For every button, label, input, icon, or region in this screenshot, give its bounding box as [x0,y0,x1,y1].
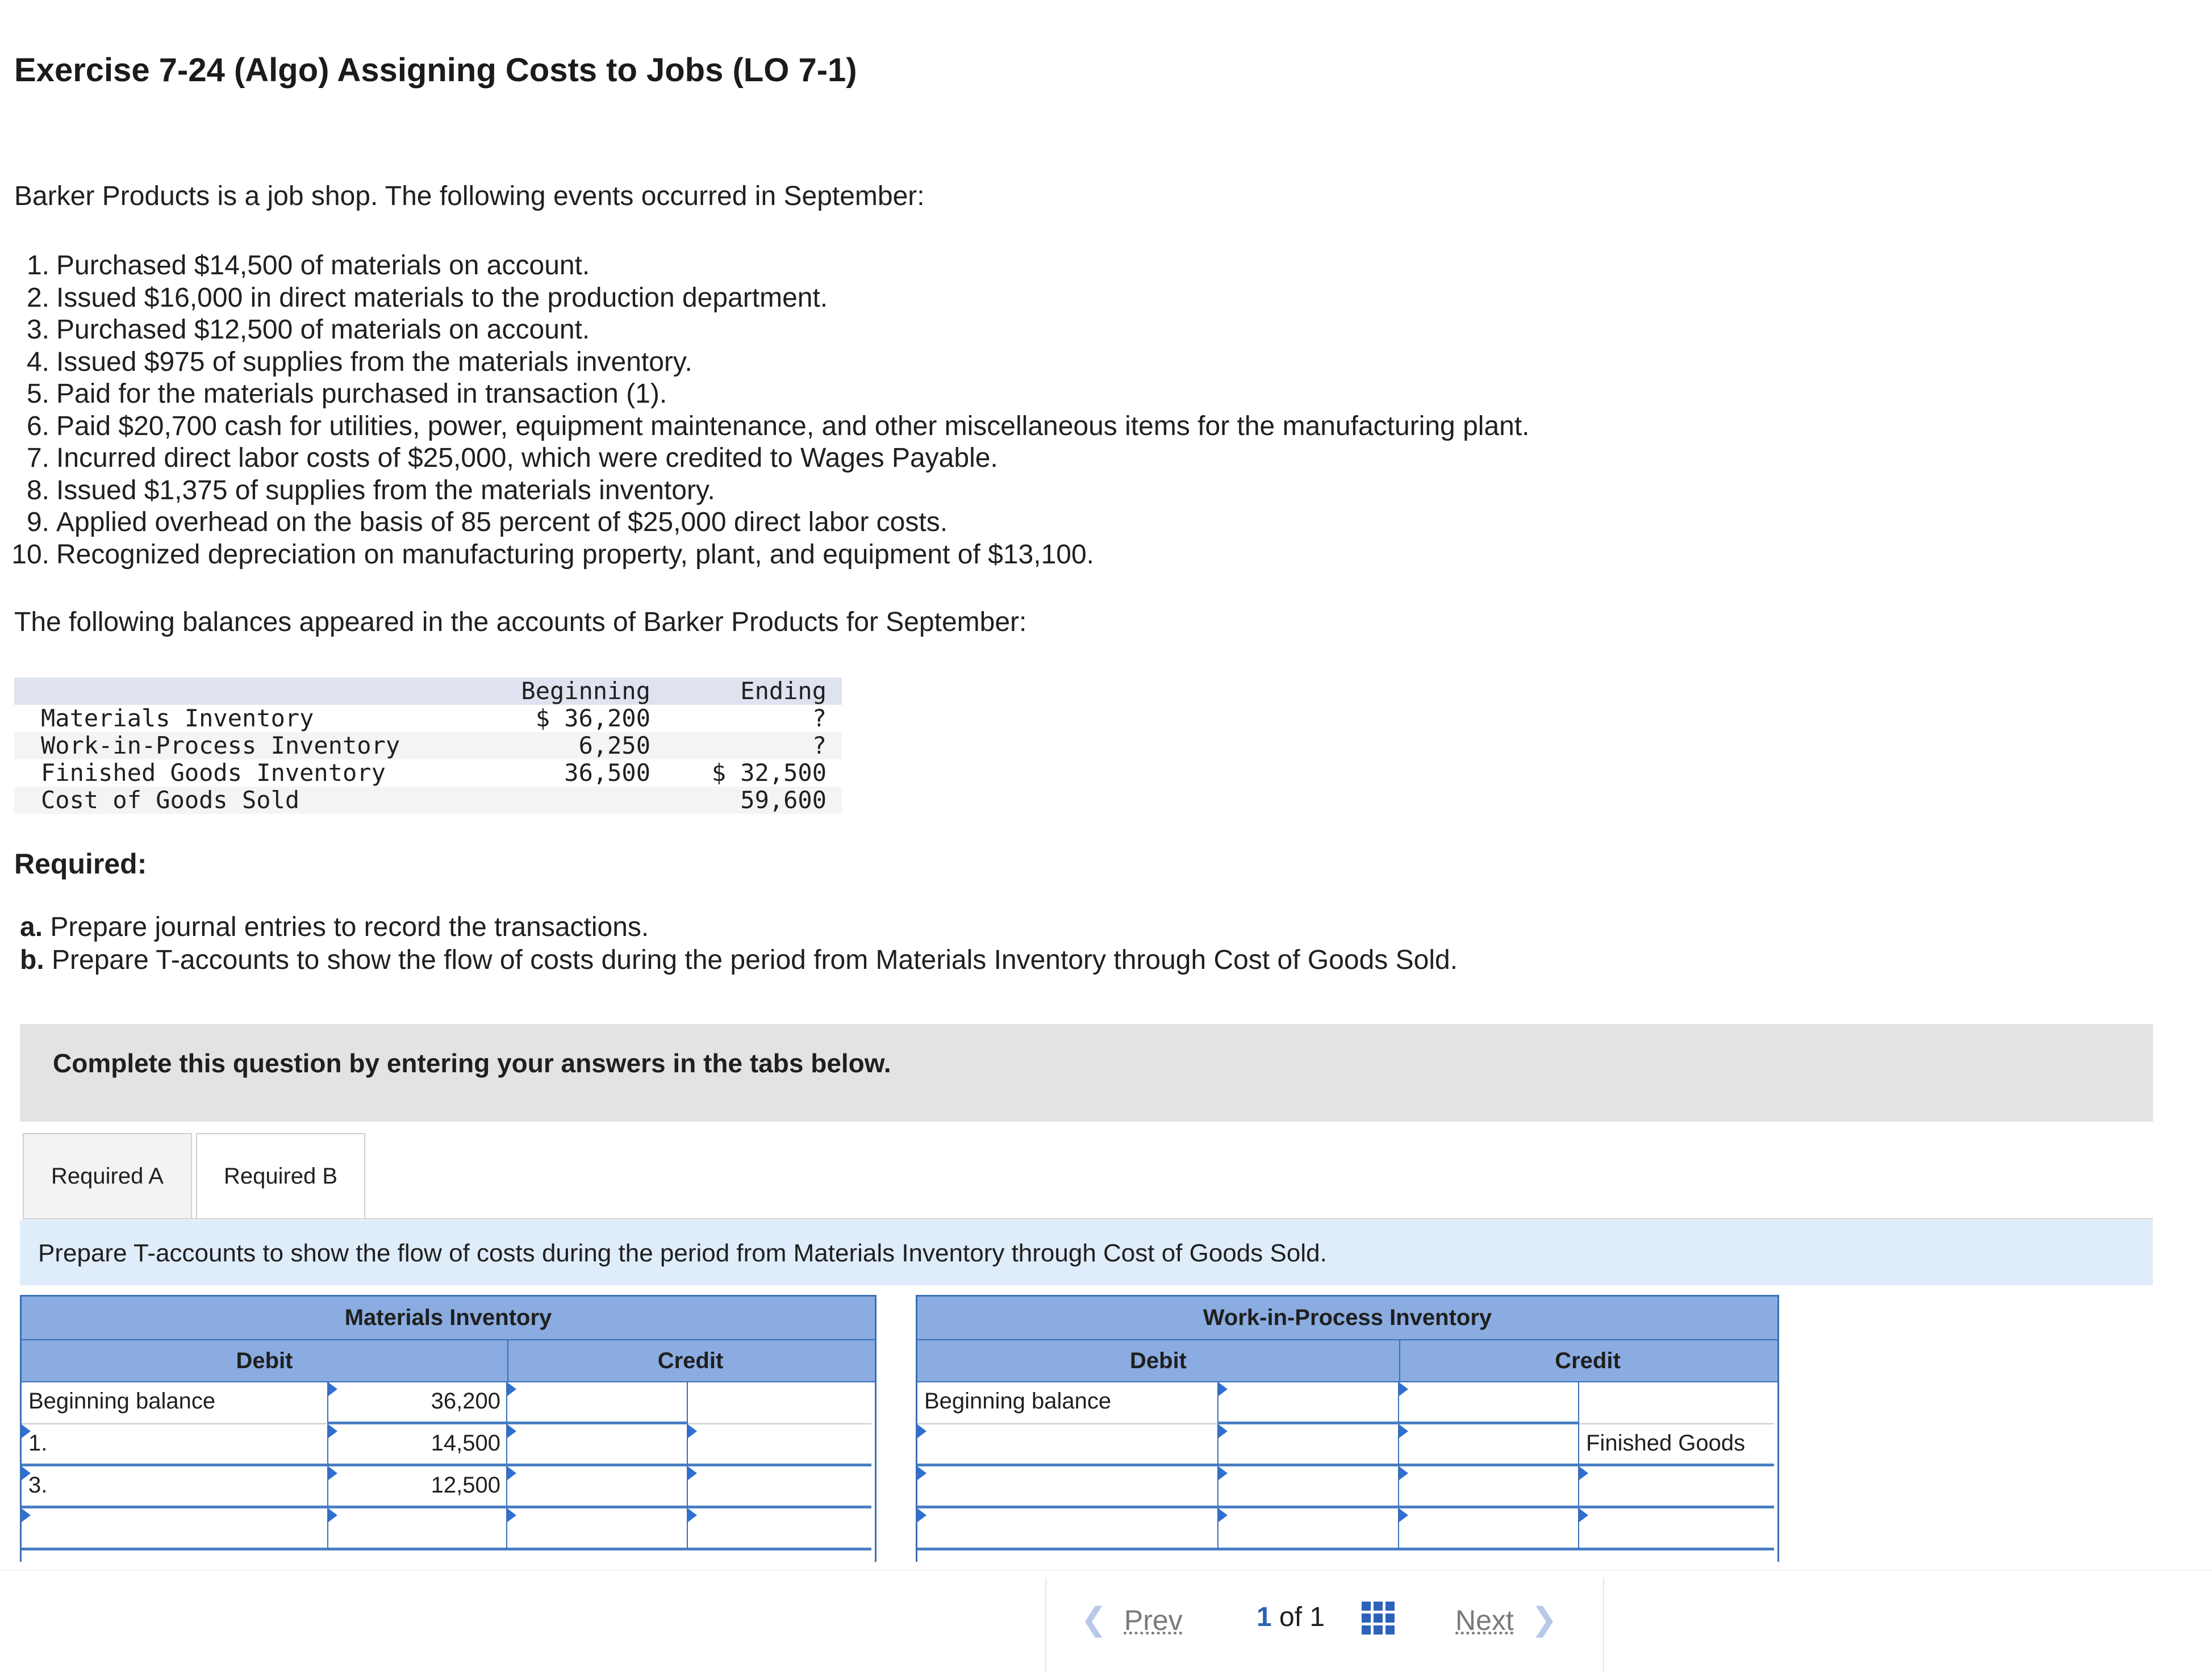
next-button[interactable]: Next ❯ [1455,1601,1558,1637]
credit-amount-cell[interactable] [1399,1508,1579,1550]
list-item: 8. Issued $1,375 of supplies from the materials inventory. [26,475,715,505]
debit-label-cell[interactable]: 1. [22,1424,328,1466]
credit-label-cell[interactable] [507,1466,688,1508]
input-marker-icon [917,1424,926,1438]
list-item: 6. Paid $20,700 cash for utilities, power, equipment maintenance, and other miscellaneous items for the manufacturing plant. [26,411,1530,441]
credit-amount-cell[interactable] [688,1466,871,1508]
credit-amount-cell[interactable] [688,1424,871,1466]
list-item: 7. Incurred direct labor costs of $25,000, which were credited to Wages Payable. [26,443,998,473]
chevron-left-icon: ❮ [1080,1601,1107,1637]
debit-label-cell[interactable]: 3. [22,1466,328,1508]
input-marker-icon [328,1508,337,1522]
table-row [22,1466,875,1508]
input-marker-icon [1399,1466,1408,1480]
credit-label-cell[interactable] [507,1424,688,1466]
debit-amount-cell[interactable] [1218,1466,1399,1508]
table-row [22,1424,875,1466]
chevron-right-icon: ❯ [1530,1601,1558,1637]
input-marker-icon [688,1424,697,1438]
pagination [1045,1578,1604,1672]
table-row [22,1382,875,1424]
balances-table [14,678,842,814]
list-item: a. Prepare journal entries to record the transactions. [20,912,649,942]
required-list [20,911,1458,977]
debit-amount-cell[interactable]: 14,500 [328,1424,507,1466]
input-marker-icon [1218,1382,1228,1396]
input-marker-icon [688,1508,697,1522]
input-marker-icon [1218,1466,1228,1480]
input-marker-icon [1399,1508,1408,1522]
instructions-banner: Complete this question by entering your answers in the tabs below. [20,1024,2153,1122]
input-marker-icon [507,1424,516,1438]
page-title: Exercise 7-24 (Algo) Assigning Costs to Jobs (LO 7-1) [14,52,857,89]
credit-label-cell[interactable] [507,1508,688,1550]
credit-amount-cell[interactable] [1399,1424,1579,1466]
debit-label-cell[interactable] [917,1424,1218,1466]
debit-header: Debit [1130,1348,1187,1373]
tab-divider [23,1218,2153,1219]
intro-text: Barker Products is a job shop. The following events occurred in September: [14,181,925,211]
input-marker-icon [1399,1382,1408,1396]
list-item: 10. Recognized depreciation on manufacturing property, plant, and equipment of $13,100. [11,539,1094,570]
credit-label-cell[interactable] [1579,1508,1774,1550]
input-marker-icon [328,1466,337,1480]
list-item: 4. Issued $975 of supplies from the materials inventory. [26,346,692,377]
grid-icon[interactable] [1362,1602,1395,1635]
credit-amount-cell[interactable] [1399,1466,1579,1508]
list-item: 9. Applied overhead on the basis of 85 percent of $25,000 direct labor costs. [26,507,948,537]
credit-header: Credit [507,1340,873,1381]
debit-amount-cell[interactable] [328,1508,507,1550]
input-marker-icon [1579,1466,1588,1480]
wip-inventory-t-account [916,1295,1779,1562]
t-account-header [917,1339,1777,1382]
t-account-title: Work-in-Process Inventory [917,1295,1777,1339]
materials-inventory-t-account [20,1295,877,1562]
prev-button[interactable]: ❮ Prev [1080,1601,1183,1637]
page-indicator: 1 of 1 [1257,1602,1325,1632]
input-marker-icon [22,1424,31,1438]
credit-label-cell[interactable] [507,1382,688,1424]
debit-label-cell[interactable] [22,1508,328,1550]
table-row [917,1508,1777,1550]
beginning-header: Beginning [521,677,650,705]
list-item: 5. Paid for the materials purchased in transaction (1). [26,379,667,409]
input-marker-icon [328,1424,337,1438]
t-account-title: Materials Inventory [22,1295,875,1339]
table-row: Work-in-Process Inventory 6,250 ? [14,732,842,759]
list-item: b. Prepare T-accounts to show the flow of costs during the period from Materials Inventory through Cost of Goods Sold. [20,945,1458,975]
debit-label-cell: Beginning balance [22,1382,328,1424]
input-marker-icon [917,1466,926,1480]
debit-label-cell[interactable] [917,1508,1218,1550]
t-account-header [22,1339,875,1382]
credit-label-cell: Finished Goods [1579,1424,1774,1466]
debit-amount-cell[interactable]: 12,500 [328,1466,507,1508]
tab-instruction: Prepare T-accounts to show the flow of costs during the period from Materials Inventory through Cost of Goods Sold. [20,1220,2153,1285]
list-item: 3. Purchased $12,500 of materials on account. [26,315,590,345]
list-item: 2. Issued $16,000 in direct materials to the production department. [26,282,828,313]
ending-header: Ending [740,677,827,705]
credit-label-cell[interactable] [1579,1466,1774,1508]
debit-label-cell[interactable] [917,1466,1218,1508]
credit-header: Credit [1399,1340,1775,1381]
input-marker-icon [22,1466,31,1480]
table-row [917,1382,1777,1424]
debit-label-cell: Beginning balance [917,1382,1218,1424]
credit-label-cell[interactable] [1399,1382,1579,1424]
table-row: Materials Inventory $ 36,200 ? [41,704,827,732]
input-marker-icon [507,1508,516,1522]
debit-amount-cell[interactable] [1218,1382,1399,1424]
input-marker-icon [1218,1424,1228,1438]
input-marker-icon [917,1508,926,1522]
tab-required-a[interactable]: Required A [23,1133,192,1219]
table-row [22,1508,875,1550]
input-marker-icon [507,1382,516,1396]
input-marker-icon [507,1466,516,1480]
tab-required-b[interactable]: Required B [196,1133,365,1219]
events-list [7,250,1530,571]
input-marker-icon [1399,1424,1408,1438]
debit-amount-cell[interactable] [1218,1424,1399,1466]
credit-amount-cell[interactable] [688,1508,871,1550]
table-row: Finished Goods Inventory 36,500 $ 32,500 [41,759,827,787]
debit-amount-cell[interactable] [1218,1508,1399,1550]
table-row: Cost of Goods Sold 59,600 [14,787,842,814]
table-header-row [14,678,842,705]
input-marker-icon [328,1382,337,1396]
list-item: 1. Purchased $14,500 of materials on account. [26,250,590,281]
balances-intro: The following balances appeared in the accounts of Barker Products for September: [14,607,1027,637]
table-row [917,1466,1777,1508]
footer-divider [0,1570,2212,1571]
credit-amount-cell[interactable] [688,1382,871,1424]
input-marker-icon [22,1508,31,1522]
input-marker-icon [1218,1508,1228,1522]
input-marker-icon [1579,1508,1588,1522]
debit-header: Debit [236,1348,293,1373]
table-row [917,1424,1777,1466]
input-marker-icon [688,1466,697,1480]
credit-amount-cell[interactable] [1579,1382,1774,1424]
required-heading: Required: [14,848,147,880]
debit-amount-cell[interactable]: 36,200 [328,1382,507,1424]
